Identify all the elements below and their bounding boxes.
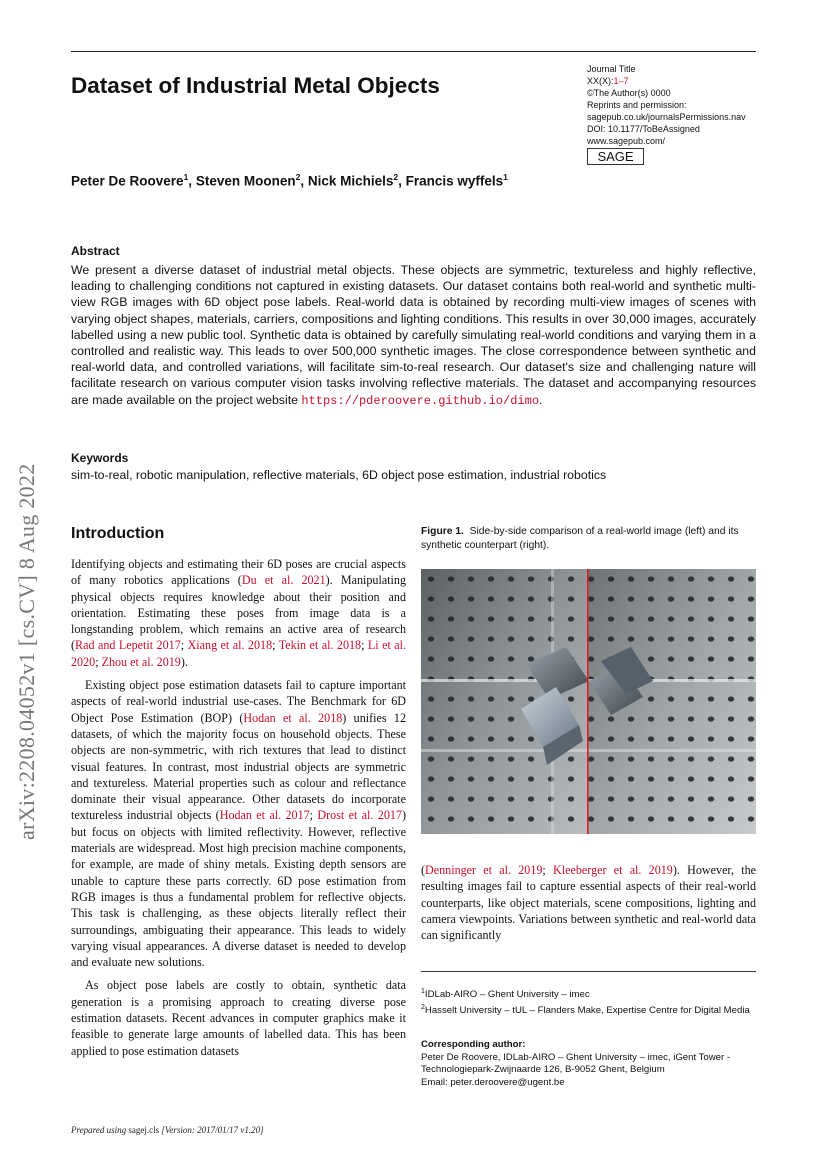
intro-paragraph-3: As object pose labels are costly to obtain, synthetic data generation is a promising approach to creating diverse pose estimation datasets. Recent advances in computer graphics make it feasible to generate large amounts of labelled data. This has been applied to pose estimation datasets — [71, 978, 406, 1058]
top-rule — [71, 51, 756, 52]
meta-permissions: sagepub.co.uk/journalsPermissions.nav — [587, 112, 746, 122]
keywords-heading: Keywords — [71, 451, 129, 465]
figure-image — [421, 569, 756, 834]
citation-link[interactable]: Rad and Lepetit 2017 — [75, 638, 181, 653]
figure-photo-comparison — [421, 569, 756, 834]
author-name: Francis wyffels — [405, 173, 504, 189]
intro-right-column: (Denninger et al. 2019; Kleeberger et al. 2019). However, the resulting images fail to capture essential aspects of their real-world counterparts, like object materials, scene compositions, lighting and camera viewpoints. Variations between synthetic and real-world data can significantly — [421, 863, 756, 943]
page-footer: Prepared using sagej.cls [Version: 2017/01/17 v1.20] — [71, 1125, 264, 1135]
author-name: Peter De Roovere — [71, 173, 184, 189]
citation-link[interactable]: Hodan et al. 2017 — [219, 808, 310, 823]
intro-paragraph-1: Identifying objects and estimating their 6D poses are crucial aspects of many robotics applications (Du et al. 2021). Manipulating physical objects requires knowledge about their position and orientation. Estimating these poses from image data is a longstanding problem, which remains an active area of research (Rad and Lepetit 2017; Xiang et al. 2018; Tekin et al. 2018; Li et al. 2020; Zhou et al. 2019). — [71, 557, 407, 669]
introduction-heading: Introduction — [71, 525, 165, 542]
abstract-heading: Abstract — [71, 244, 120, 258]
meta-volume: XX(X):1–7 — [587, 76, 629, 86]
author-affiliation-mark[interactable]: 2 — [295, 172, 301, 182]
corresponding-email[interactable]: Email: peter.deroovere@ugent.be — [421, 1076, 565, 1088]
affiliations — [421, 986, 761, 1017]
journal-title: Journal Title — [587, 64, 636, 74]
project-url-link[interactable]: https://pderoovere.github.io/dimo — [301, 393, 540, 408]
sage-logo: SAGE — [587, 148, 644, 165]
corresponding-author — [421, 1039, 761, 1089]
keywords-text: sim-to-real, robotic manipulation, reflective materials, 6D object pose estimation, industrial robotics — [71, 468, 607, 482]
author-name: Steven Moonen — [195, 173, 296, 189]
corresponding-heading: Corresponding author: — [421, 1039, 526, 1050]
meta-reprints: Reprints and permission: — [587, 100, 687, 110]
citation-link[interactable]: Zhou et al. 2019 — [101, 654, 181, 669]
class-file-name: sagej.cls — [128, 1125, 160, 1135]
author-list: Peter De Roovere$^1$, Steven Moonen$^2$, Nick Michiels$^2$, Francis wyffels$^1$ — [71, 172, 508, 189]
citation-link[interactable]: Tekin et al. 2018 — [278, 638, 362, 653]
comparison-divider — [587, 569, 589, 834]
paper-title: Dataset of Industrial Metal Objects — [71, 73, 440, 98]
abstract-text: We present a diverse dataset of industrial metal objects. These objects are symmetric, textureless and highly reflective, leading to challenging conditions not captured in existing datasets. Our dataset contains both real-world and synthetic multi-view RGB images with 6D object pose labels. Real-world data is obtained by recording multi-view images of scenes with varying object shapes, materials, carriers, compositions and lighting conditions. This results in over 30,000 images, accurately labelled using a new public tool. Synthetic data is obtained by carefully simulating real-world conditions and varying them in a controlled and realistic way. This leads to over 500,000 synthetic images. The close correspondence between synthetic and real-world data, and controlled variations, will facilitate sim-to-real research. Our dataset's size and challenging nature will facilitate research on various computer vision tasks involving reflective materials. The dataset and accompanying resources are made available on the project website https://pderoovere.github.io/dimo. — [71, 263, 756, 408]
author-affiliation-mark[interactable]: 1 — [183, 172, 189, 182]
citation-link[interactable]: Denninger et al. 2019 — [425, 863, 543, 877]
citation-link[interactable]: Hodan et al. 2018 — [243, 710, 343, 725]
citation-link[interactable]: Du et al. 2021 — [241, 573, 326, 588]
citation-link[interactable]: Li et al. 2020 — [71, 638, 407, 669]
intro-paragraph-2: Existing object pose estimation datasets fail to capture important aspects of real-world industrial use-cases. The Benchmark for 6D Object Pose Estimation (BOP) (Hodan et al. 2018) unifies 12 datasets, of which the majority focus on household objects. These objects are non-symmetric, with rich textures that lead to distinct visual features. In contrast, most industrial objects are symmetric and textureless. Material properties such as colour and reflectance dominate their visual appearance. Other datasets do incorporate textureless industrial objects (Hodan et al. 2017; Drost et al. 2017) but focus on objects with limited reflectivity. However, reflective materials are widespread. Most high precision machine components, for example, are made of shiny metals. Existing depth sensors are unable to capture these parts correctly. 6D pose estimation from RGB images is thus a fundamental problem for reflective objects. This task is challenging, as these objects literally reflect their surroundings, ambiguating their appearance. This leads to widely varying visual appearances. A diverse dataset is needed to develop and evaluate new solutions. — [71, 678, 406, 970]
meta-doi: DOI: 10.1177/ToBeAssigned — [587, 124, 700, 134]
figure-caption: Figure 1. Side-by-side comparison of a real-world image (left) and its synthetic counterpart (right). — [421, 526, 739, 551]
affiliation-2: $^2$Hasselt University – tUL – Flanders Make, Expertise Centre for Digital Media — [421, 1003, 750, 1016]
citation-link[interactable]: Drost et al. 2017 — [317, 808, 402, 823]
figure-label: Figure 1. — [421, 526, 464, 537]
footnote-rule — [421, 971, 756, 972]
meta-website: www.sagepub.com/ — [587, 136, 666, 146]
author-name: Nick Michiels — [307, 173, 394, 189]
corresponding-address: Peter De Roovere, IDLab-AIRO – Ghent University – imec, iGent Tower - Technologiepark-Zwijnaarde 126, B-9052 Ghent, Belgium — [421, 1051, 731, 1075]
meta-copyright: ©The Author(s) 0000 — [587, 88, 671, 98]
citation-link[interactable]: Xiang et al. 2018 — [187, 638, 273, 653]
intro-left-column — [71, 556, 406, 1066]
citation-link[interactable]: Kleeberger et al. 2019 — [553, 863, 673, 877]
author-affiliation-mark[interactable]: 2 — [393, 172, 399, 182]
author-affiliation-mark[interactable]: 1 — [503, 172, 508, 182]
affiliation-1: $^1$IDLab-AIRO – Ghent University – imec — [421, 988, 590, 1001]
arxiv-stamp: arXiv:2208.04052v1 [cs.CV] 8 Aug 2022 — [14, 463, 39, 840]
page-range-link[interactable]: 1–7 — [613, 76, 629, 86]
journal-meta — [587, 63, 767, 147]
